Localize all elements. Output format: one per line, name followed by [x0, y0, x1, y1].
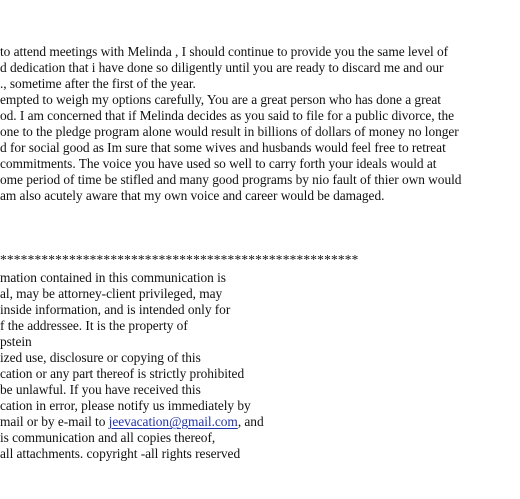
body-line-6: one to the pledge program alone would result in billions of dollars of money no longer — [0, 124, 459, 139]
body-line-9: ome period of time be stifled and many good programs by nio fault of thier own would — [0, 172, 462, 187]
disclaimer-line-8: be unlawful. If you have received this — [0, 382, 201, 397]
disclaimer-line-10 — [0, 414, 264, 429]
body-line-2: d dedication that i have done so diligently until you are ready to discard me and our — [0, 60, 444, 75]
disclaimer-line-2: al, may be attorney-client privileged, may — [0, 286, 223, 301]
disclaimer-line-9: cation in error, please notify us immediately by — [0, 398, 251, 413]
disclaimer-line-3: inside information, and is intended only for — [0, 302, 231, 317]
disclaimer-line-1: mation contained in this communication is — [0, 270, 226, 285]
disclaimer-separator: **************************************************** — [0, 252, 359, 267]
disclaimer-line-4: f the addressee. It is the property of — [0, 318, 188, 333]
disclaimer-line-11: is communication and all copies thereof, — [0, 430, 216, 445]
body-line-8: commitments. The voice you have used so well to carry forth your ideals would at — [0, 156, 437, 171]
disclaimer-line-7: cation or any part thereof is strictly prohibited — [0, 366, 245, 381]
disclaimer-line-12: all attachments. copyright -all rights reserved — [0, 446, 241, 461]
email-link[interactable]: jeevacation@gmail.com — [108, 414, 238, 429]
body-line-7: d for social good as Im sure that some wives and husbands would feel free to retreat — [0, 140, 446, 155]
disclaimer-line-5: pstein — [0, 334, 32, 349]
disclaimer-line-10-suffix: , and — [237, 414, 264, 429]
body-line-4: empted to weigh my options carefully, You are a great person who has done a great — [0, 92, 441, 107]
body-line-1: to attend meetings with Melinda , I should continue to provide you the same level of — [0, 44, 449, 59]
body-line-5: od. I am concerned that if Melinda decides as you said to file for a public divorce, the — [0, 108, 455, 123]
body-line-3: ., sometime after the first of the year. — [0, 76, 196, 91]
disclaimer-line-10-prefix: mail or by e-mail to — [0, 414, 109, 429]
body-line-10: am also acutely aware that my own voice and career would be damaged. — [0, 188, 385, 203]
disclaimer-line-6: ized use, disclosure or copying of this — [0, 350, 201, 365]
